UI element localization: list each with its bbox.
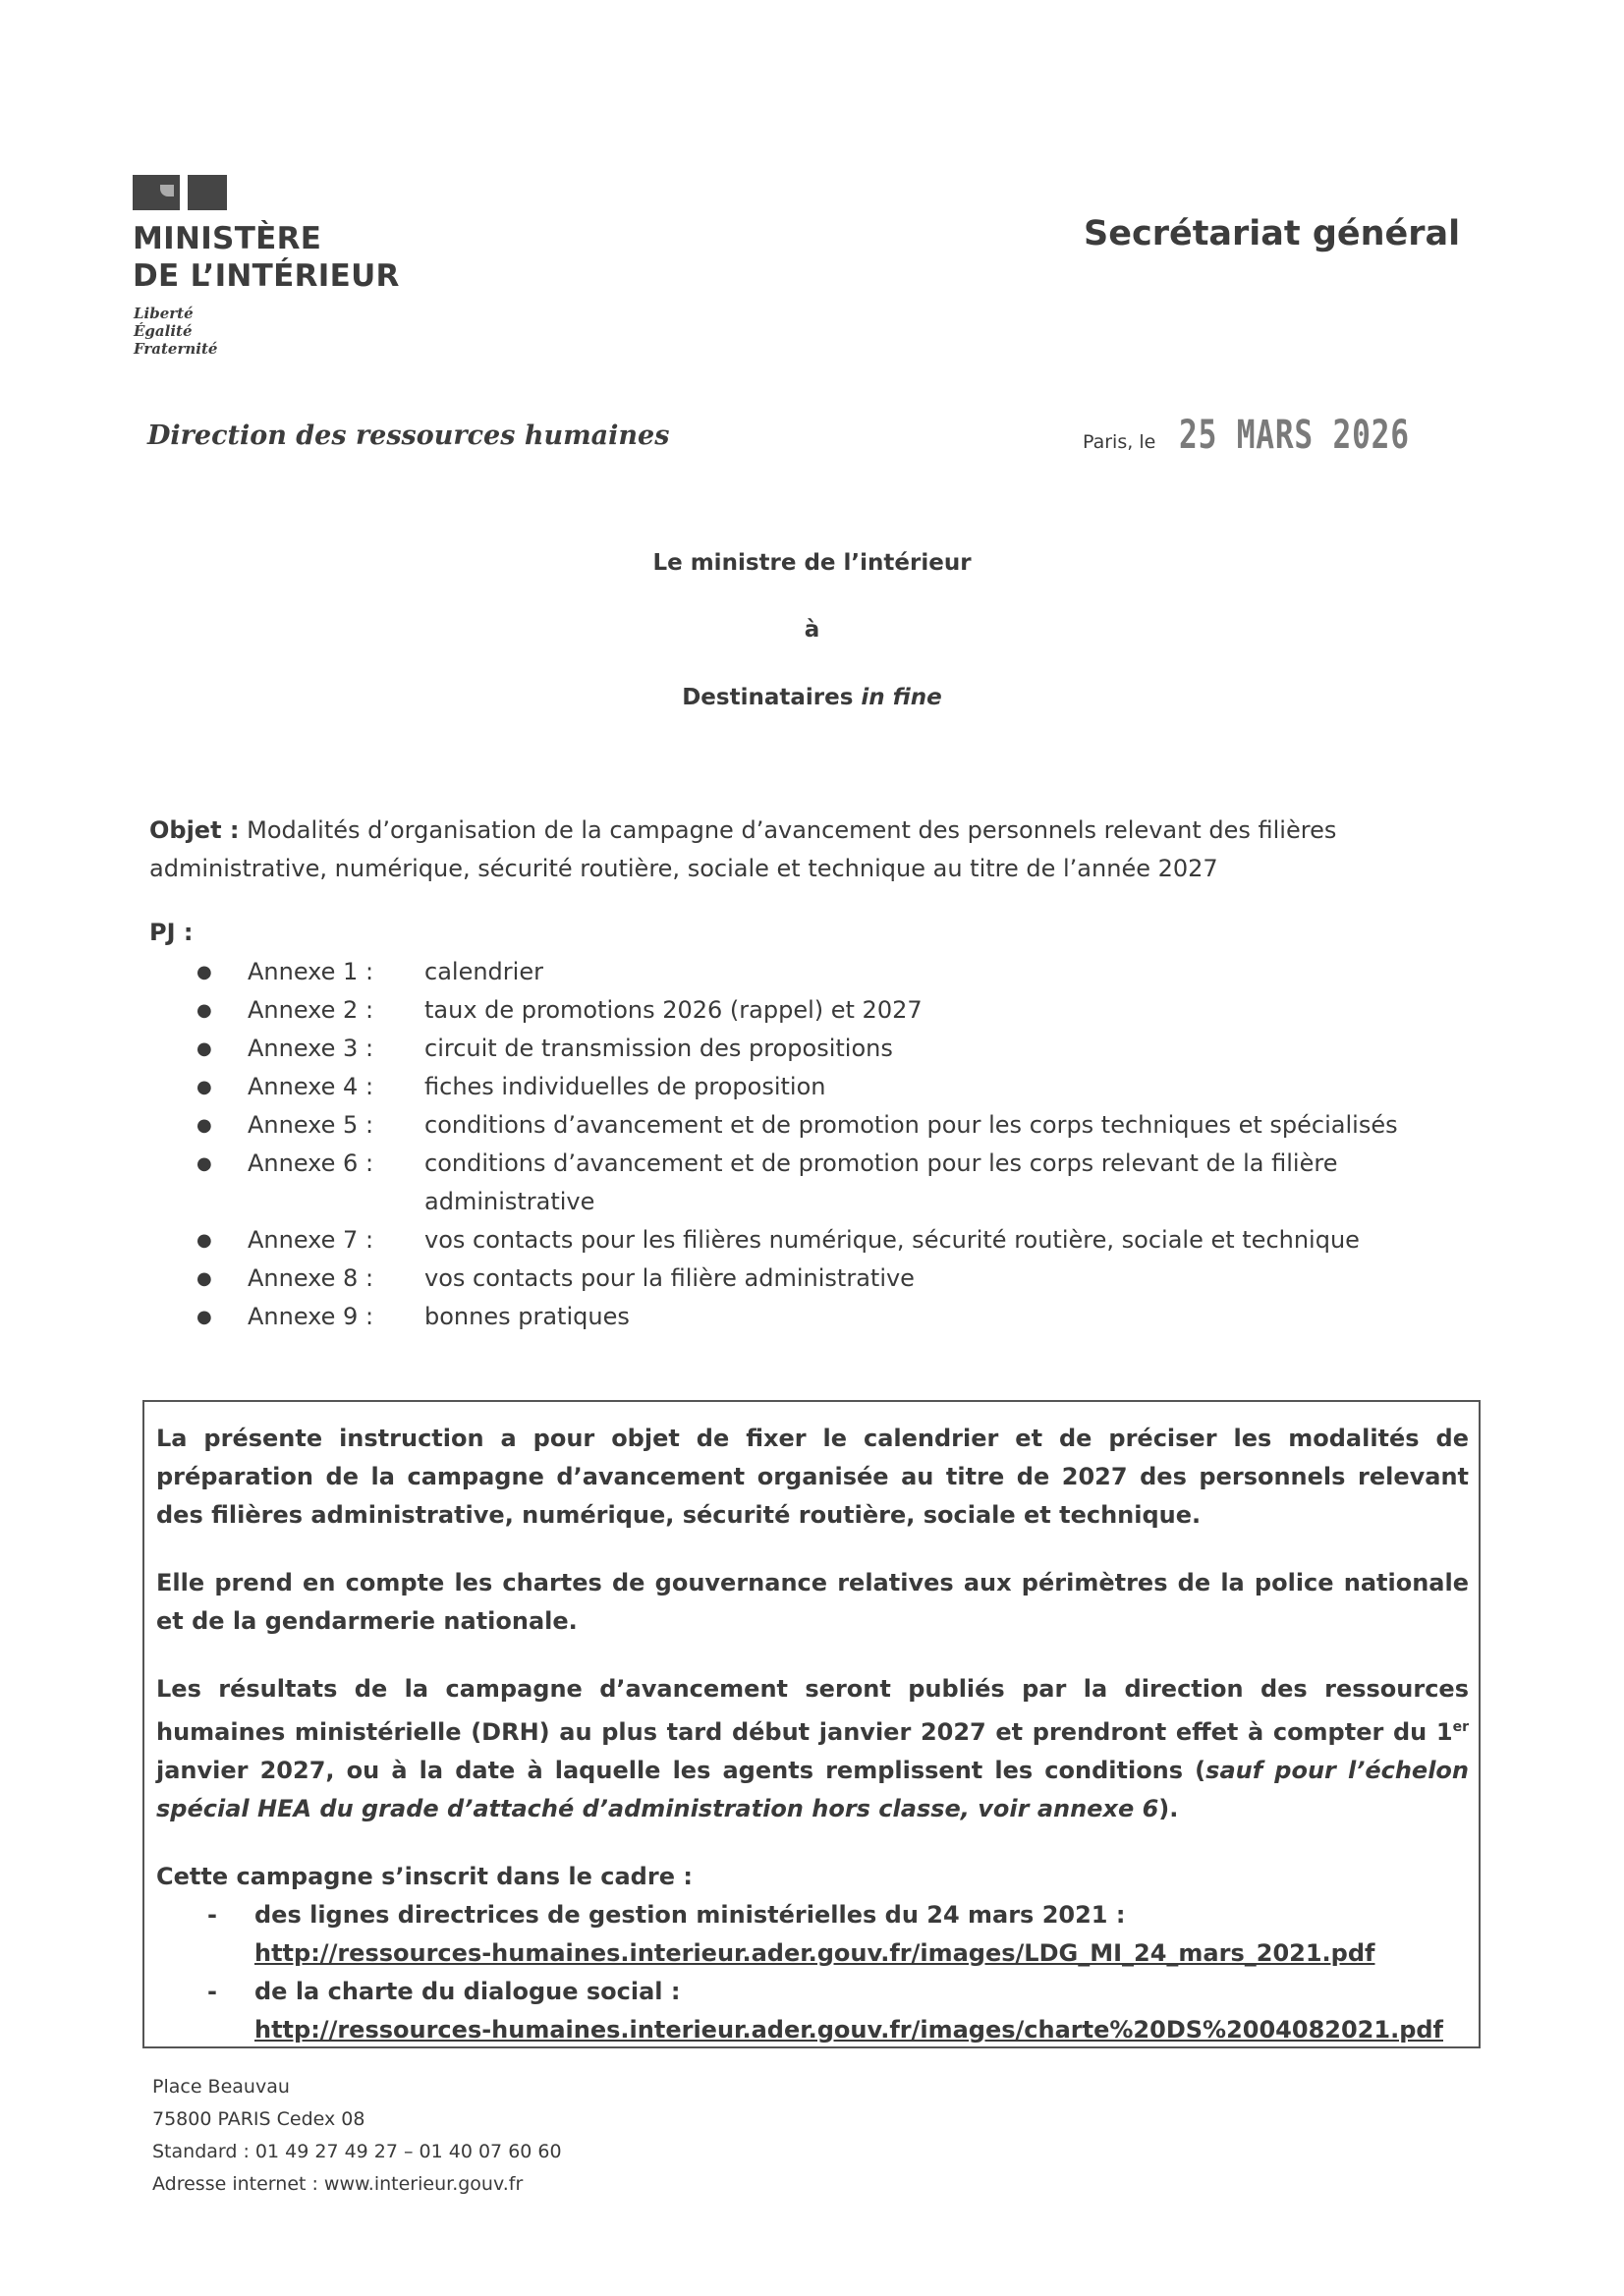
framework-item xyxy=(156,1896,1469,1973)
p3-italic-note: sauf pour l’échelon spécial HEA du grade d’attaché d’administration hors classe, voir annexe 6 xyxy=(156,1757,1470,1822)
annex-text: bonnes pratiques xyxy=(424,1303,630,1330)
charter-link[interactable]: http://ressources-humaines.interieur.ader.gouv.fr/images/charte%20DS%2004082021.pdf xyxy=(254,2016,1443,2044)
annex-item xyxy=(196,1145,1503,1221)
summary-paragraph-1: La présente instruction a pour objet de fixer le calendrier et de préciser les modalités de préparation de la campagne d’avancement organisée au titre de 2027 des personnels relevant des filières administrative, numérique, sécurité routière, sociale et technique. xyxy=(156,1425,1469,1529)
framework-item xyxy=(156,1973,1469,2049)
motto-egalite: Égalité xyxy=(134,322,193,340)
annex-number: Annexe 2 : xyxy=(248,996,374,1024)
framework-text: des lignes directrices de gestion ministérielles du 24 mars 2021 : xyxy=(254,1901,1126,1929)
motto-fraternite: Fraternité xyxy=(134,340,218,358)
footer-phone: Standard : 01 49 27 49 27 – 01 40 07 60 60 xyxy=(152,2141,562,2162)
annex-text: vos contacts pour la filière administrative xyxy=(424,1264,915,1292)
ministry-line-2: DE L’INTÉRIEUR xyxy=(133,258,400,294)
motto xyxy=(134,305,217,358)
annex-text: circuit de transmission des propositions xyxy=(424,1035,893,1062)
object-label: Objet : xyxy=(149,816,240,844)
marianne-profile-icon xyxy=(133,175,180,210)
dash-bullet-icon: - xyxy=(207,1901,217,1929)
annex-text: conditions d’avancement et de promotion pour les corps relevant de la filière administrative xyxy=(424,1149,1338,1215)
sender: Le ministre de l’intérieur xyxy=(652,550,972,576)
bullet-icon: ● xyxy=(196,1038,212,1059)
object-line xyxy=(149,812,1485,888)
annex-item xyxy=(196,991,1503,1030)
footer-city: 75800 PARIS Cedex 08 xyxy=(152,2108,365,2130)
annex-item xyxy=(196,1221,1503,1260)
to-word: à xyxy=(804,617,820,643)
summary-box xyxy=(142,1400,1481,2048)
summary-paragraph-2: Elle prend en compte les chartes de gouvernance relatives aux périmètres de la police nationale et de la gendarmerie nationale. xyxy=(156,1569,1469,1635)
date-label: Paris, le xyxy=(1083,431,1156,453)
p3-text-c: ). xyxy=(1158,1795,1179,1822)
service-title: Secrétariat général xyxy=(1084,214,1461,253)
bullet-icon: ● xyxy=(196,1268,212,1289)
framework-list xyxy=(156,1896,1469,2049)
motto-liberte: Liberté xyxy=(134,305,194,322)
bullet-icon: ● xyxy=(196,1230,212,1251)
annex-item xyxy=(196,1030,1503,1068)
bullet-icon: ● xyxy=(196,1115,212,1136)
bullet-icon: ● xyxy=(196,1153,212,1174)
annex-item xyxy=(196,953,1503,991)
p3-text-a: Les résultats de la campagne d’avancement seront publiés par la direction des ressources humaines ministérielle (DRH) au plus tard début janvier 2027 et prendront effet à compter du 1 xyxy=(156,1675,1469,1746)
footer-address xyxy=(152,2071,562,2201)
annex-number: Annexe 5 : xyxy=(248,1111,374,1139)
annex-item xyxy=(196,1260,1503,1298)
ministry-name xyxy=(133,220,400,295)
footer-website: Adresse internet : www.interieur.gouv.fr xyxy=(152,2173,524,2195)
annex-item xyxy=(196,1068,1503,1106)
summary-paragraph-3 xyxy=(156,1670,1469,1828)
framework-text: de la charte du dialogue social : xyxy=(254,1978,681,2005)
ministry-line-1: MINISTÈRE xyxy=(133,221,322,256)
date-line xyxy=(1083,413,1475,458)
direction-name: Direction des ressources humaines xyxy=(147,420,670,451)
bullet-icon: ● xyxy=(196,1000,212,1021)
footer-street: Place Beauvau xyxy=(152,2076,290,2098)
flag-block-icon xyxy=(188,175,227,210)
annex-number: Annexe 8 : xyxy=(248,1264,374,1292)
annex-number: Annexe 6 : xyxy=(248,1149,374,1177)
marianne-logo-icon xyxy=(133,175,229,210)
recipients xyxy=(0,685,1624,710)
object-text: Modalités d’organisation de la campagne d’avancement des personnels relevant des filières administrative, numérique, sécurité routière, sociale et technique au titre de l’année 2027 xyxy=(149,816,1337,882)
dash-bullet-icon: - xyxy=(207,1978,217,2005)
annex-number: Annexe 9 : xyxy=(248,1303,374,1330)
p3-text-b: janvier 2027, ou à la date à laquelle les agents remplissent les conditions ( xyxy=(156,1757,1206,1784)
annex-text: taux de promotions 2026 (rappel) et 2027 xyxy=(424,996,923,1024)
annex-number: Annexe 4 : xyxy=(248,1073,374,1100)
ldg-link[interactable]: http://ressources-humaines.interieur.ader.gouv.fr/images/LDG_MI_24_mars_2021.pdf xyxy=(254,1939,1375,1967)
recipients-label: Destinataires xyxy=(682,685,854,710)
attachments-label: PJ : xyxy=(149,919,194,946)
annex-text: conditions d’avancement et de promotion pour les corps techniques et spécialisés xyxy=(424,1111,1398,1139)
bullet-icon: ● xyxy=(196,962,212,982)
annex-item xyxy=(196,1298,1503,1336)
p3-superscript: er xyxy=(1452,1719,1469,1735)
annex-text: vos contacts pour les filières numérique, sécurité routière, sociale et technique xyxy=(424,1226,1360,1254)
annex-list xyxy=(196,953,1503,1336)
annex-number: Annexe 1 : xyxy=(248,958,374,985)
annex-text: fiches individuelles de proposition xyxy=(424,1073,826,1100)
summary-paragraph-4: Cette campagne s’inscrit dans le cadre : xyxy=(156,1863,693,1890)
bullet-icon: ● xyxy=(196,1077,212,1097)
annex-number: Annexe 7 : xyxy=(248,1226,374,1254)
annex-item xyxy=(196,1106,1503,1145)
annex-number: Annexe 3 : xyxy=(248,1035,374,1062)
date-stamp: 25 MARS 2026 xyxy=(1179,413,1411,458)
bullet-icon: ● xyxy=(196,1307,212,1327)
annex-text: calendrier xyxy=(424,958,543,985)
recipients-in-fine: in fine xyxy=(861,685,942,710)
